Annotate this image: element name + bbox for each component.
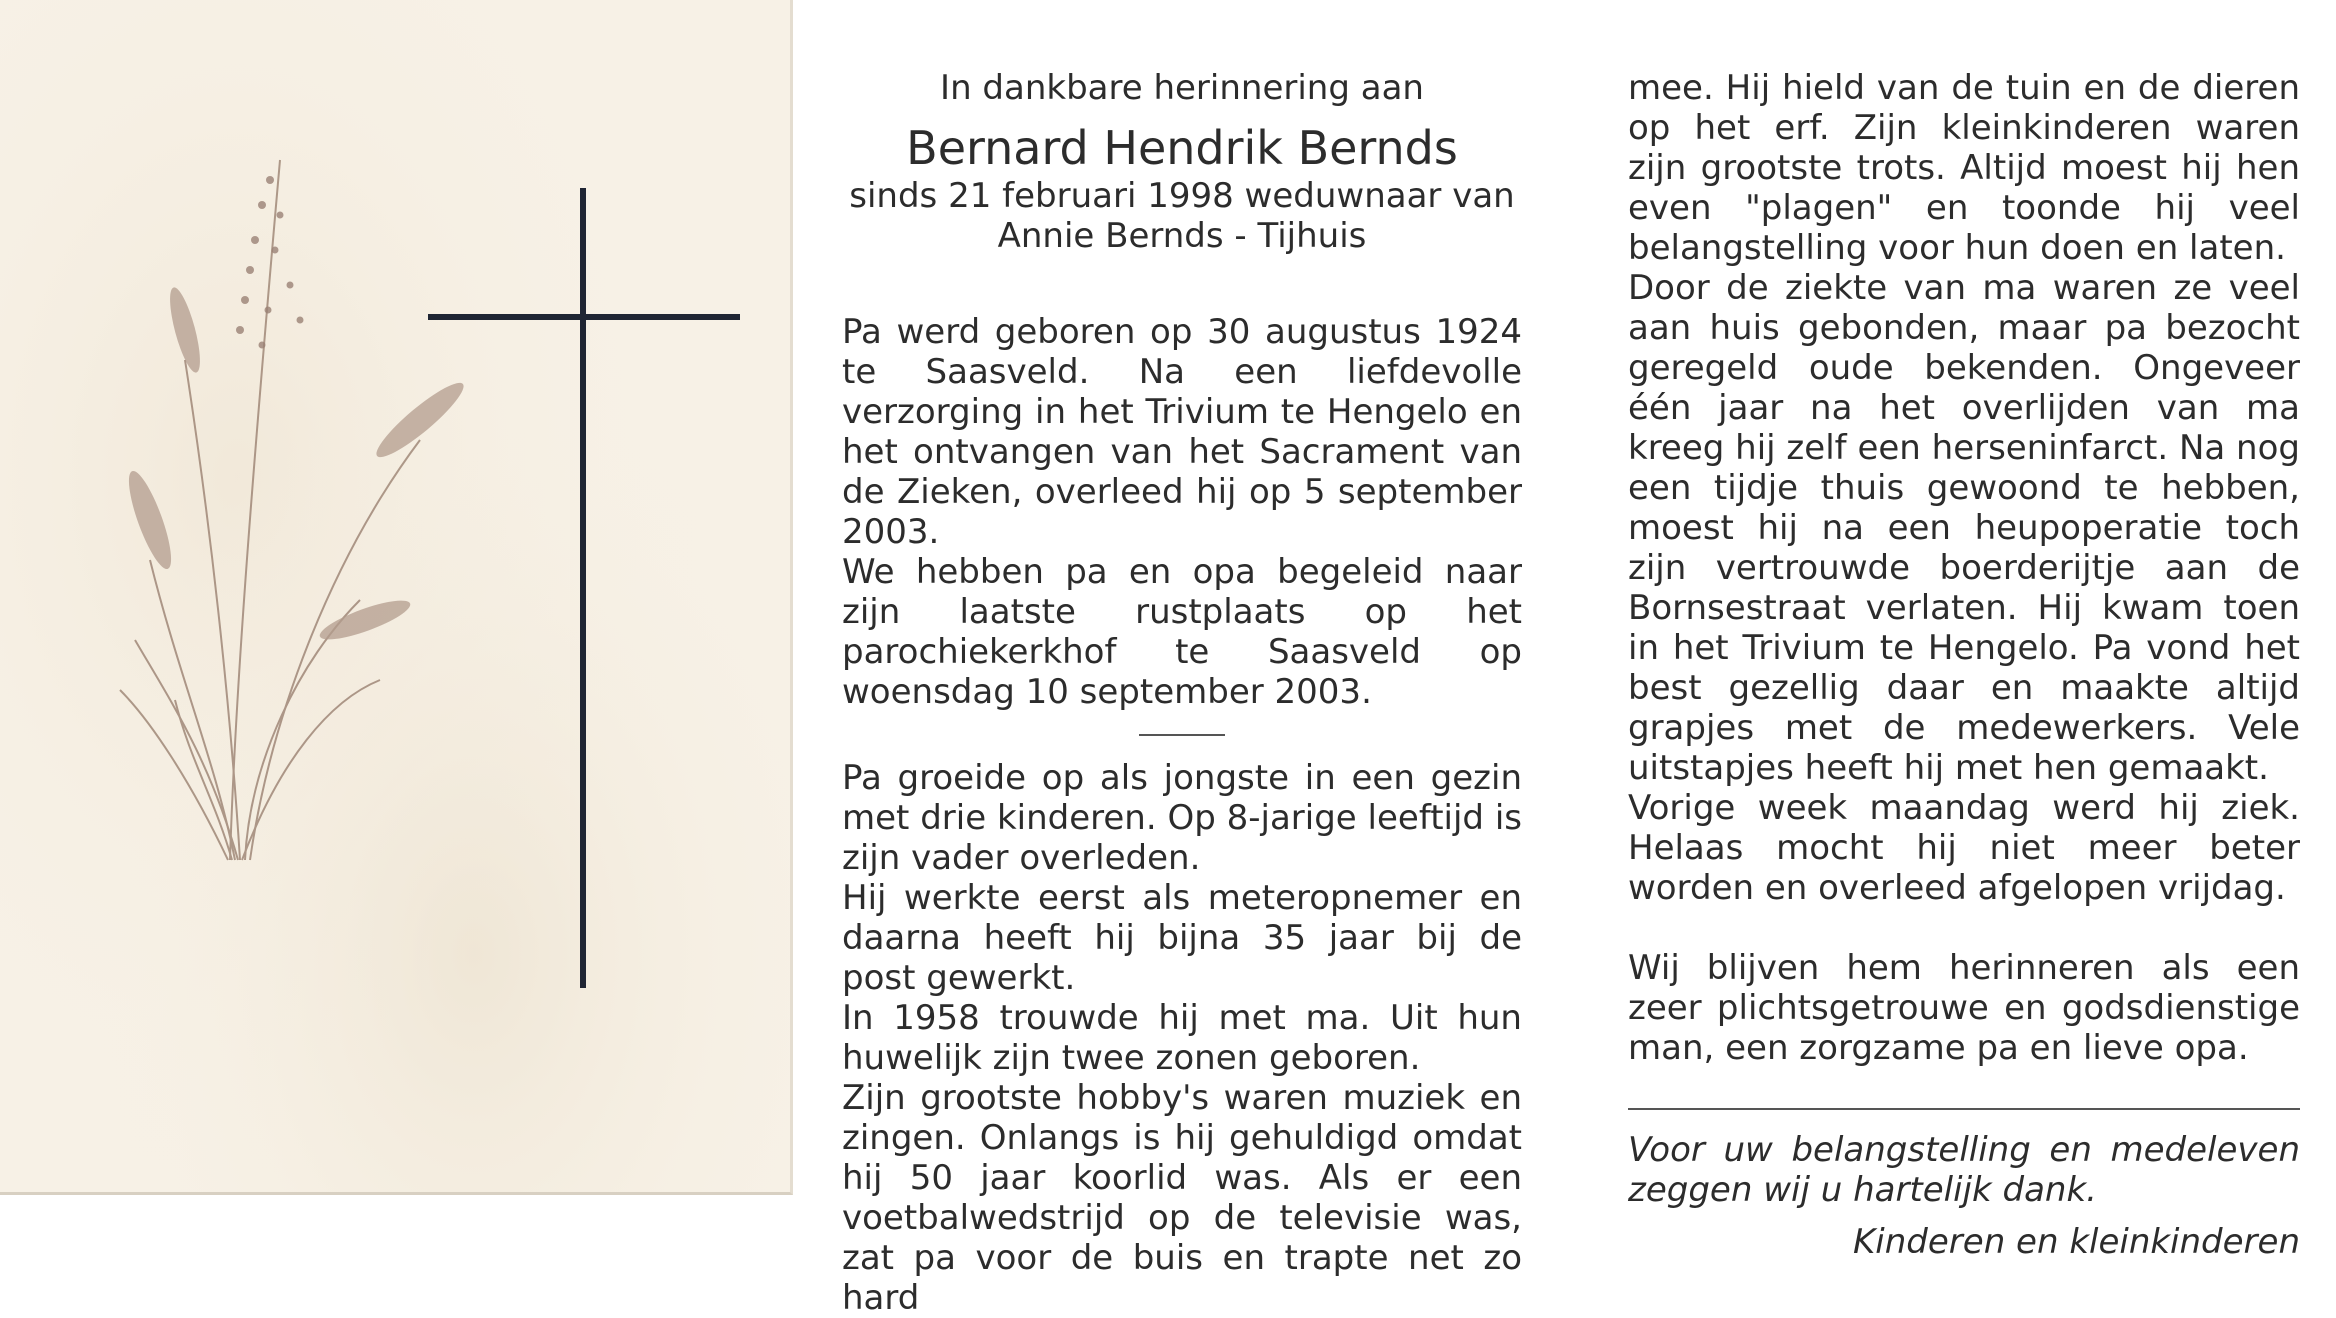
paragraph-burial: We hebben pa en opa begeleid naar zijn laatste rustplaats op het parochiekerkhof te Saasveld op woensdag 10 september 2003.: [842, 552, 1522, 712]
spouse-name: Annie Bernds - Tijhuis: [997, 216, 1367, 256]
text-column-right: [1628, 68, 2300, 1262]
deceased-name: Bernard Hendrik Bernds: [906, 121, 1458, 175]
text-column-middle: [842, 68, 1522, 1318]
paragraph-illness: Door de ziekte van ma waren ze veel aan huis gebonden, maar pa bezocht geregeld oude bekenden. Ongeveer één jaar na het overlijden van ma kreeg hij zelf een herseninfarct. Na nog een tijdje thuis gewoond te hebben, moest hij na een heupoperatie toch zijn vertrouwde boerderijtje aan de Bornsestraat verlaten. Hij kwam toen in het Trivium te Hengelo. Pa vond het best gezellig daar en maakte altijd grapjes met de medewerkers. Vele uitstapjes heeft hij met hen gemaakt.: [1628, 268, 2300, 788]
intro-line: In dankbare herinnering aan: [940, 68, 1424, 108]
paragraph-garden: mee. Hij hield van de tuin en de dieren op het erf. Zijn kleinkinderen waren zijn grootste trots. Altijd moest hij hen even "plagen" en toonde hij veel belangstelling voor hun doen en laten.: [1628, 68, 2300, 268]
widower-line: sinds 21 februari 1998 weduwnaar van: [849, 176, 1515, 216]
wheat-illustration: [0, 0, 790, 1192]
signature: Kinderen en kleinkinderen: [1853, 1222, 2300, 1262]
paragraph-childhood: Pa groeide op als jongste in een gezin met drie kinderen. Op 8-jarige leeftijd is zijn vader overleden.: [842, 758, 1522, 878]
paragraph-hobbies: Zijn grootste hobby's waren muziek en zingen. Onlangs is hij gehuldigd omdat hij 50 jaar koorlid was. Als er een voetbalwedstrijd op de televisie was, zat pa voor de buis en trapte net zo hard: [842, 1078, 1522, 1318]
paragraph-marriage: In 1958 trouwde hij met ma. Uit hun huwelijk zijn twee zonen geboren.: [842, 998, 1522, 1078]
paragraph-last-week: Vorige week maandag werd hij ziek. Helaas mocht hij niet meer beter worden en overleed afgelopen vrijdag.: [1628, 788, 2300, 908]
paragraph-remembrance: Wij blijven hem herinneren als een zeer plichtsgetrouwe en godsdienstige man, een zorgzame pa en lieve opa.: [1628, 948, 2300, 1068]
paragraph-birth-death: Pa werd geboren op 30 augustus 1924 te Saasveld. Na een liefdevolle verzorging in het Trivium te Hengelo en het ontvangen van het Sacrament van de Zieken, overleed hij op 5 september 2003.: [842, 312, 1522, 552]
paragraph-work: Hij werkte eerst als meteropnemer en daarna heeft hij bijna 35 jaar bij de post gewerkt.: [842, 878, 1522, 998]
thanks-text: Voor uw belangstelling en medeleven zeggen wij u hartelijk dank.: [1628, 1130, 2300, 1210]
divider-short: [1139, 734, 1225, 736]
memorial-card-front: [0, 0, 793, 1195]
